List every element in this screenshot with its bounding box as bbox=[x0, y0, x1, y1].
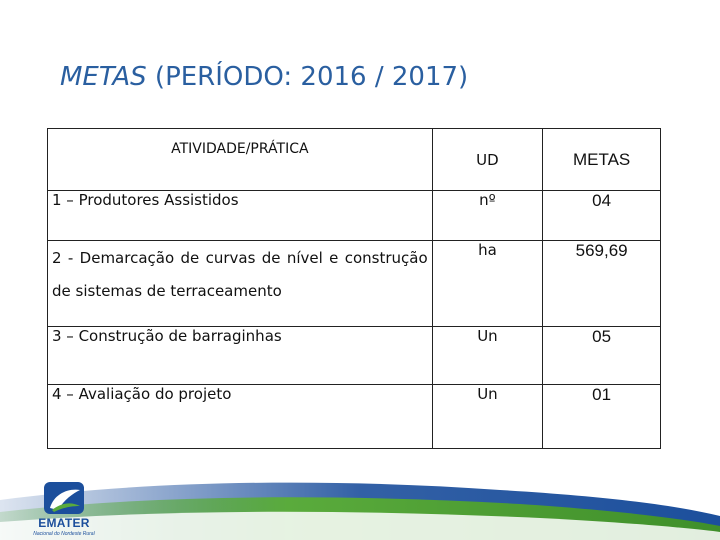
slide-title bbox=[60, 62, 468, 92]
header-unit: UD bbox=[432, 129, 543, 191]
goals-table bbox=[47, 128, 661, 449]
row-activity: 1 – Produtores Assistidos bbox=[48, 191, 433, 241]
row-goal: 569,69 bbox=[543, 241, 661, 327]
table-header-row bbox=[48, 129, 661, 191]
table-row bbox=[48, 385, 661, 449]
table-row bbox=[48, 327, 661, 385]
row-goal: 01 bbox=[543, 385, 661, 449]
header-activity: ATIVIDADE/PRÁTICA bbox=[48, 129, 433, 191]
row-goal: 04 bbox=[543, 191, 661, 241]
row-goal: 05 bbox=[543, 327, 661, 385]
table-row bbox=[48, 191, 661, 241]
row-unit: Un bbox=[432, 327, 543, 385]
slide-title-period: (PERÍODO: 2016 / 2017) bbox=[146, 62, 469, 92]
row-activity: 2 - Demarcação de curvas de nível e construção de sistemas de terraceamento bbox=[48, 241, 433, 327]
row-unit: ha bbox=[432, 241, 543, 327]
row-activity: 4 – Avaliação do projeto bbox=[48, 385, 433, 449]
logo-name: EMATER bbox=[38, 516, 90, 530]
table-row bbox=[48, 241, 661, 327]
slide-title-italic: METAS bbox=[60, 62, 147, 92]
logo-tagline: Nacional do Nordeste Rural bbox=[33, 531, 95, 537]
row-activity: 3 – Construção de barraginhas bbox=[48, 327, 433, 385]
header-goals: METAS bbox=[543, 129, 661, 191]
row-unit: Un bbox=[432, 385, 543, 449]
decorative-wave-band bbox=[0, 460, 720, 540]
row-unit: nº bbox=[432, 191, 543, 241]
